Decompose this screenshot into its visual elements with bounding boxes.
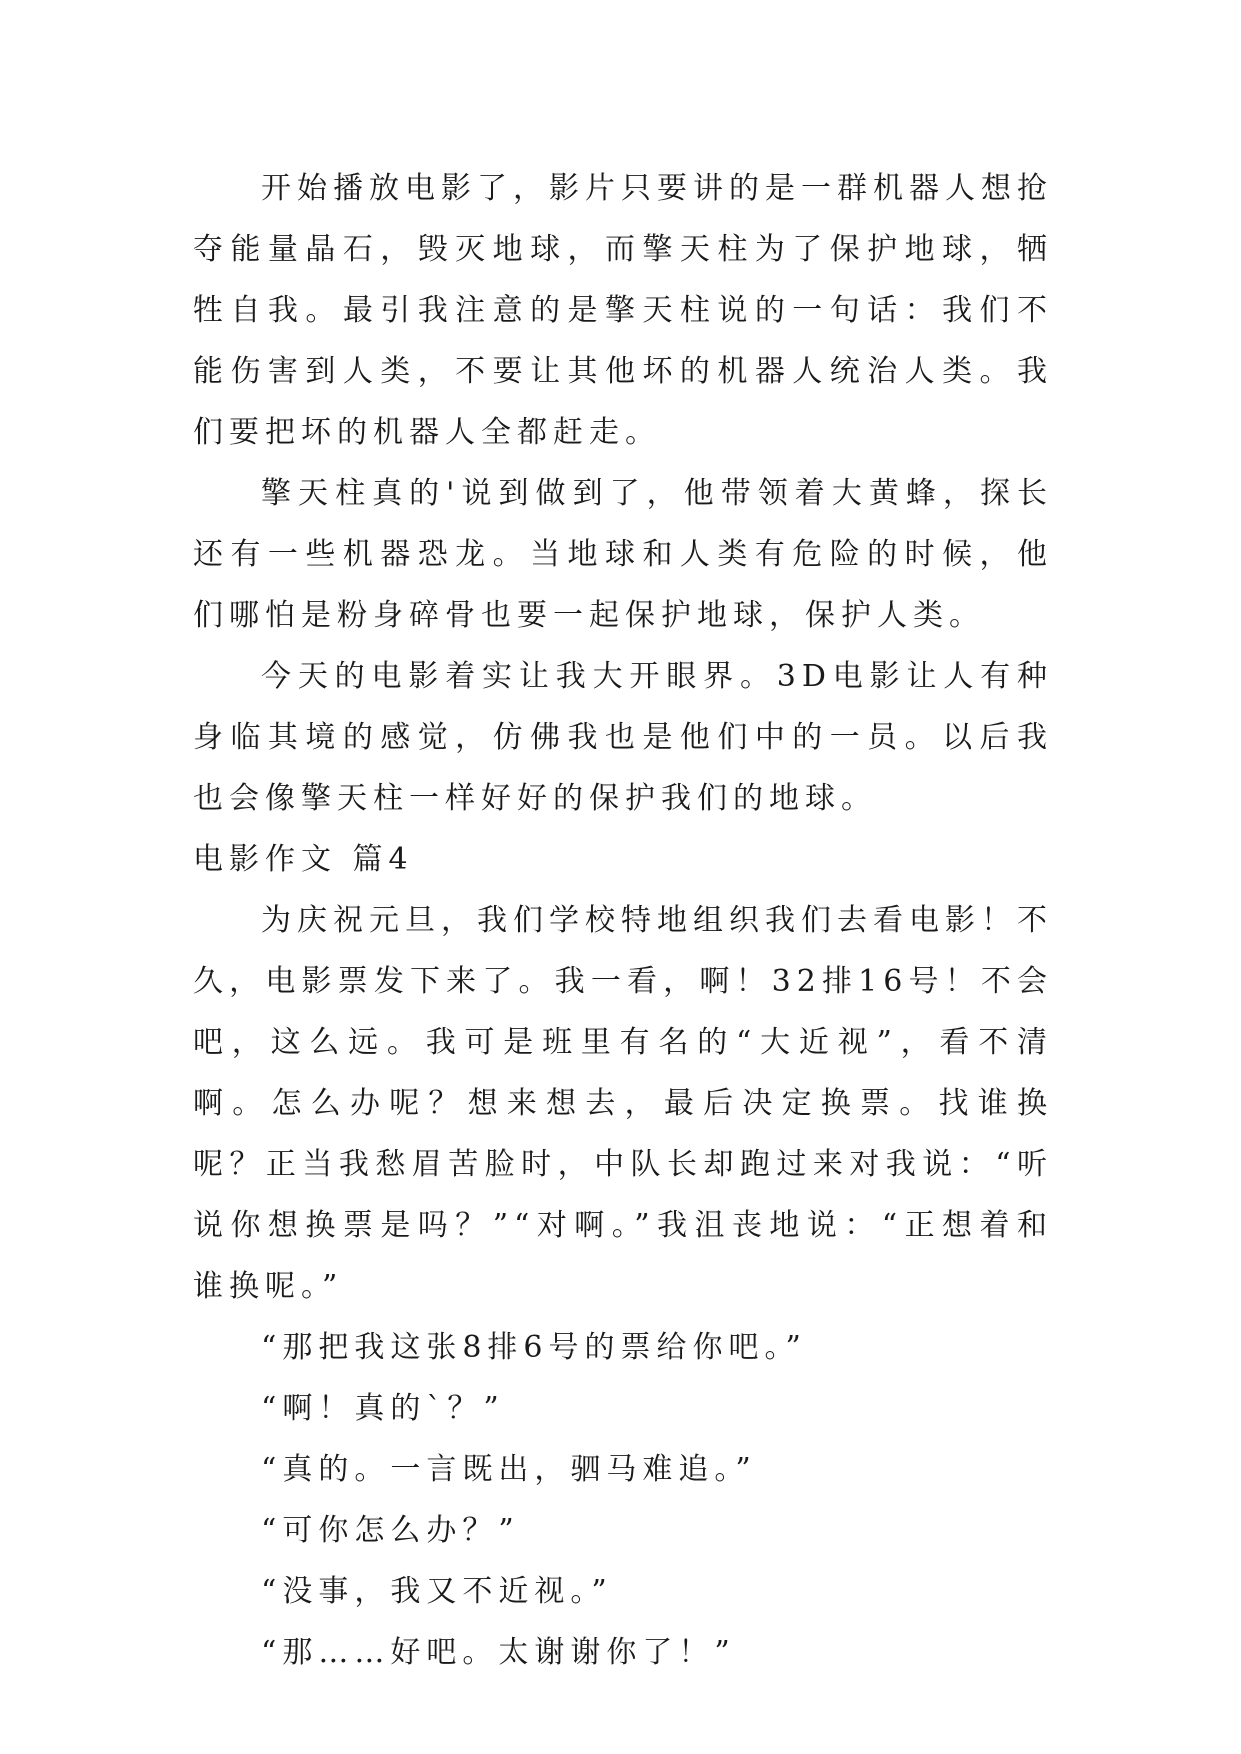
dialogue-line: “可你怎么办？” [261, 1513, 520, 1548]
body-paragraph: 今天的电影着实让我大开眼界。3D电影让人有种身临其境的感觉，仿佛我也是他们中的一员。以后我也会像擎天柱一样好好的保护我们的地球。 [193, 659, 1053, 816]
body-paragraph: 擎天柱真的'说到做到了，他带领着大黄蜂，探长还有一些机器恐龙。当地球和人类有危险的时候，他们哪怕是粉身碎骨也要一起保护地球，保护人类。 [193, 476, 1053, 633]
dialogue-line: “那把我这张8排6号的票给你吧。” [261, 1330, 807, 1365]
dialogue-line: “真的。一言既出，驷马难追。” [261, 1452, 757, 1487]
body-paragraph: 为庆祝元旦，我们学校特地组织我们去看电影！不久，电影票发下来了。我一看，啊！32排16号！不会吧，这么远。我可是班里有名的“大近视”，看不清啊。怎么办呢？想来想去，最后决定换票。找谁换呢？正当我愁眉苦脸时，中队长却跑过来对我说：“听说你想换票是吗？”“对啊。”我沮丧地说：“正想着和谁换呢。” [193, 903, 1053, 1304]
dialogue-line: “没事，我又不近视。” [261, 1574, 613, 1609]
section-heading: 电影作文 篇4 [193, 842, 414, 877]
dialogue-line: “那……好吧。太谢谢你了！” [261, 1635, 736, 1670]
body-paragraph: 开始播放电影了，影片只要讲的是一群机器人想抢夺能量晶石，毁灭地球，而擎天柱为了保护地球，牺牲自我。最引我注意的是擎天柱说的一句话：我们不能伤害到人类，不要让其他坏的机器人统治人类。我们要把坏的机器人全都赶走。 [193, 171, 1053, 450]
dialogue-line: “啊！真的`？” [261, 1391, 505, 1426]
document-page [193, 158, 1053, 1683]
